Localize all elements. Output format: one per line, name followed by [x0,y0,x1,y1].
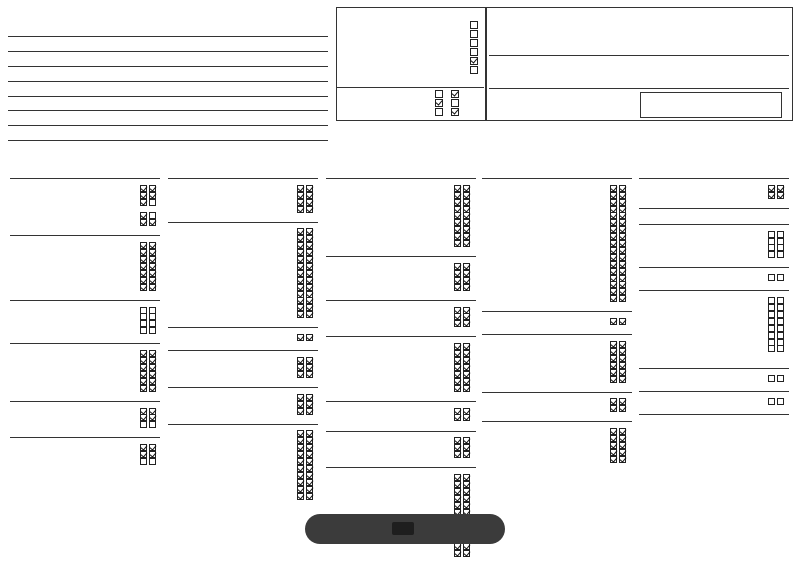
checkbox-c[interactable] [768,345,775,352]
control-item [170,488,182,495]
control-item [328,235,340,242]
checkbox-c[interactable] [297,206,304,213]
checkbox-c[interactable] [297,371,304,378]
cs-checkboxes[interactable] [766,246,784,264]
checkbox-s[interactable] [149,199,156,206]
checkbox-c[interactable] [768,192,775,199]
checkbox-c[interactable] [454,550,461,557]
checkbox-c[interactable] [768,375,775,382]
checkbox[interactable] [470,21,478,29]
cert-text [491,9,786,16]
control-item [12,279,24,286]
checkbox-s[interactable] [619,295,626,302]
checkbox-s[interactable] [306,408,313,415]
field-chasis [10,57,14,66]
control-item [641,341,653,348]
checkbox-s[interactable] [149,458,156,465]
control-item [328,279,340,286]
checkbox-c[interactable] [610,456,617,463]
checkbox-s[interactable] [463,414,470,421]
field-inspeccion [10,101,14,110]
control-item [328,316,340,323]
checkbox-s[interactable] [777,375,784,382]
cs-checkboxes[interactable] [295,200,313,218]
cs-checkboxes[interactable] [608,450,626,468]
field-pedido [10,116,14,125]
control-item [12,417,24,424]
field-radio [10,131,14,140]
owner-options[interactable] [432,108,459,116]
checkbox-s[interactable] [149,219,156,226]
checkbox-s[interactable] [619,376,626,383]
checkbox[interactable] [470,66,478,74]
checkbox-c[interactable] [768,398,775,405]
checkbox[interactable] [470,48,478,56]
cs-header [455,165,459,170]
control-item [12,194,24,201]
cs-checkboxes[interactable] [608,289,626,307]
firma-box[interactable] [640,92,782,118]
checkbox-s[interactable] [149,421,156,428]
origen-si[interactable] [467,57,478,65]
control-item [641,370,653,377]
checkbox-s[interactable] [149,327,156,334]
owner-options[interactable] [432,90,459,98]
cs-checkboxes[interactable] [452,278,470,296]
checkbox-s[interactable] [149,284,156,291]
cs-checkboxes[interactable] [608,400,626,418]
checkbox-s[interactable] [149,385,156,392]
checkbox-s[interactable] [777,398,784,405]
origen-si[interactable] [467,30,478,38]
cs-checkboxes[interactable] [138,278,156,296]
cs-checkboxes[interactable] [138,214,156,232]
checkbox-c[interactable] [610,405,617,412]
checkbox[interactable] [435,108,443,116]
cs-checkboxes[interactable] [138,321,156,339]
control-item [170,329,182,336]
checkbox-c[interactable] [454,451,461,458]
checkbox-s[interactable] [777,251,784,258]
cs-header [769,165,773,170]
checkbox[interactable] [451,90,459,98]
checkbox-s[interactable] [306,311,313,318]
checkbox-s[interactable] [777,274,784,281]
checkbox-c[interactable] [297,493,304,500]
cs-checkboxes[interactable] [452,544,470,562]
cs-checkboxes[interactable] [452,234,470,252]
control-item [12,215,24,222]
checkbox-c[interactable] [140,219,147,226]
cs-checkboxes[interactable] [295,305,313,323]
control-item [484,401,496,408]
checkbox-c[interactable] [454,320,461,327]
pdf-toolbar [305,514,505,544]
origen-si[interactable] [467,21,478,29]
checkbox[interactable] [435,90,443,98]
control-item [641,393,653,400]
control-item [484,451,496,458]
checkbox-c[interactable] [140,421,147,428]
checkbox-s[interactable] [463,240,470,247]
checkbox-c[interactable] [140,458,147,465]
checkbox-c[interactable] [454,240,461,247]
checkbox-c[interactable] [297,408,304,415]
control-item [170,366,182,373]
field-km [10,72,14,81]
page-number-input[interactable] [392,522,414,535]
control-item [484,313,496,320]
control-item [484,371,496,378]
control-item [170,403,182,410]
checkbox-c[interactable] [768,274,775,281]
checkbox-c[interactable] [140,327,147,334]
checkbox-s[interactable] [777,192,784,199]
origen-si[interactable] [467,48,478,56]
checkbox-c[interactable] [140,199,147,206]
cs-header [141,165,145,170]
checkbox-s[interactable] [619,456,626,463]
origen-box [336,7,486,121]
checkbox-s[interactable] [306,206,313,213]
control-item [641,269,653,276]
checkbox-c[interactable] [610,295,617,302]
control-item [328,446,340,453]
cs-checkboxes[interactable] [766,268,784,286]
cs-checkboxes[interactable] [766,392,784,410]
cs-header [298,165,302,170]
cs-checkboxes[interactable] [295,487,313,505]
cs-checkboxes[interactable] [295,328,313,346]
checkbox-c[interactable] [140,385,147,392]
cs-checkboxes[interactable] [295,402,313,420]
checkbox-c[interactable] [297,311,304,318]
control-item [641,187,653,194]
cs-checkboxes[interactable] [452,379,470,397]
checkbox[interactable] [470,57,478,65]
control-item [328,380,340,387]
control-item [328,545,340,552]
checkbox[interactable] [451,108,459,116]
checkbox-c[interactable] [140,284,147,291]
cs-checkboxes[interactable] [766,340,784,358]
field-modelo [10,42,14,51]
cs-checkboxes[interactable] [452,409,470,427]
cs-checkboxes[interactable] [295,365,313,383]
control-item [12,380,24,387]
cs-checkboxes[interactable] [608,370,626,388]
cs-checkboxes[interactable] [766,369,784,387]
control-item [641,247,653,254]
cs-checkboxes[interactable] [608,312,626,330]
checkbox-c[interactable] [768,251,775,258]
checkbox[interactable] [470,30,478,38]
checkbox-c[interactable] [297,334,304,341]
checkbox-c[interactable] [454,385,461,392]
checkbox-s[interactable] [306,493,313,500]
field-matriculacion [10,87,14,96]
origen-si[interactable] [467,39,478,47]
checkbox-s[interactable] [463,320,470,327]
checkbox-c[interactable] [454,414,461,421]
cs-checkboxes[interactable] [452,445,470,463]
checkbox-s[interactable] [306,334,313,341]
checkbox-c[interactable] [610,318,617,325]
cs-checkboxes[interactable] [452,315,470,333]
control-item [484,290,496,297]
checkbox-s[interactable] [619,405,626,412]
checkbox-s[interactable] [306,371,313,378]
checkbox-s[interactable] [463,451,470,458]
checkbox-s[interactable] [463,385,470,392]
checkbox-s[interactable] [777,345,784,352]
cs-checkboxes[interactable] [138,379,156,397]
checkbox[interactable] [470,39,478,47]
checkbox[interactable] [451,99,459,107]
control-item [170,201,182,208]
checkbox-c[interactable] [454,284,461,291]
control-item [12,453,24,460]
control-item [12,322,24,329]
cs-header [611,165,615,170]
checkbox-c[interactable] [610,376,617,383]
control-item [170,306,182,313]
control-item [328,410,340,417]
cs-checkboxes[interactable] [138,416,156,434]
checkbox-s[interactable] [463,550,470,557]
checkbox[interactable] [435,99,443,107]
cs-checkboxes[interactable] [138,452,156,470]
cs-checkboxes[interactable] [766,186,784,204]
origen-si[interactable] [467,66,478,74]
checkbox-s[interactable] [463,284,470,291]
checkbox-s[interactable] [619,318,626,325]
field-marca [10,27,14,36]
